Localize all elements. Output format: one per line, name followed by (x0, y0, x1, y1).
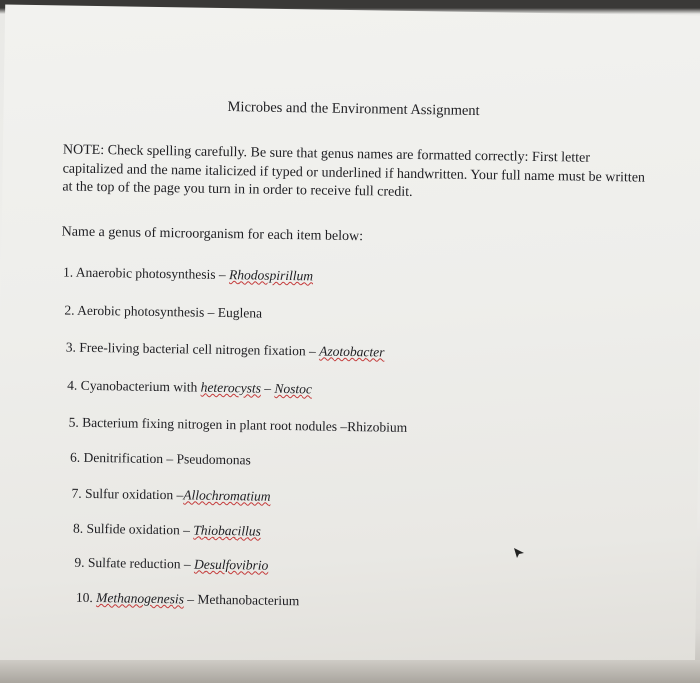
list-item: 6. Denitrification – Pseudomonas (70, 449, 251, 468)
list-item: 5. Bacterium fixing nitrogen in plant root nodules –Rhizobium (68, 414, 408, 435)
page-title: Microbes and the Environment Assignment (227, 99, 480, 120)
answer-text: Azotobacter (319, 343, 385, 360)
list-item: 4. Cyanobacterium with heterocysts – Nostoc (67, 377, 313, 397)
list-item: 3. Free-living bacterial cell nitrogen fixation – Azotobacter (65, 339, 385, 360)
list-item: 1. Anaerobic photosynthesis – Rhodospirillum (62, 264, 314, 284)
list-item: 2. Aerobic photosynthesis – Euglena (64, 302, 263, 321)
answer-text: Allochromatium (183, 487, 271, 504)
list-item: 8. Sulfide oxidation – Thiobacillus (72, 520, 261, 539)
list-item: 7. Sulfur oxidation –Allochromatium (71, 485, 271, 504)
answer-text: Desulfovibrio (193, 556, 269, 573)
arrow-cursor-icon (513, 547, 525, 559)
answer-text: Thiobacillus (193, 522, 261, 539)
list-item: 10. Methanogenesis – Methanobacterium (75, 589, 300, 609)
intro-text: Name a genus of microorganism for each item below: (61, 224, 364, 245)
note-paragraph: NOTE: Check spelling carefully. Be sure that genus names are formatted correctly: First letter capitalized and the name italicized if typed or underlined if handwritten. Your full name must be written at the top of the page you turn in in order to receive full credit. (62, 142, 646, 200)
answer-text: Nostoc (274, 380, 313, 397)
list-item: 9. Sulfate reduction – Desulfovibrio (74, 554, 269, 573)
page-edge-shadow (0, 660, 700, 683)
answer-text: heterocysts (200, 379, 262, 396)
answer-text: Rhodospirillum (229, 267, 314, 284)
answer-text: Methanogenesis (96, 590, 185, 607)
assignment-page (0, 5, 700, 676)
